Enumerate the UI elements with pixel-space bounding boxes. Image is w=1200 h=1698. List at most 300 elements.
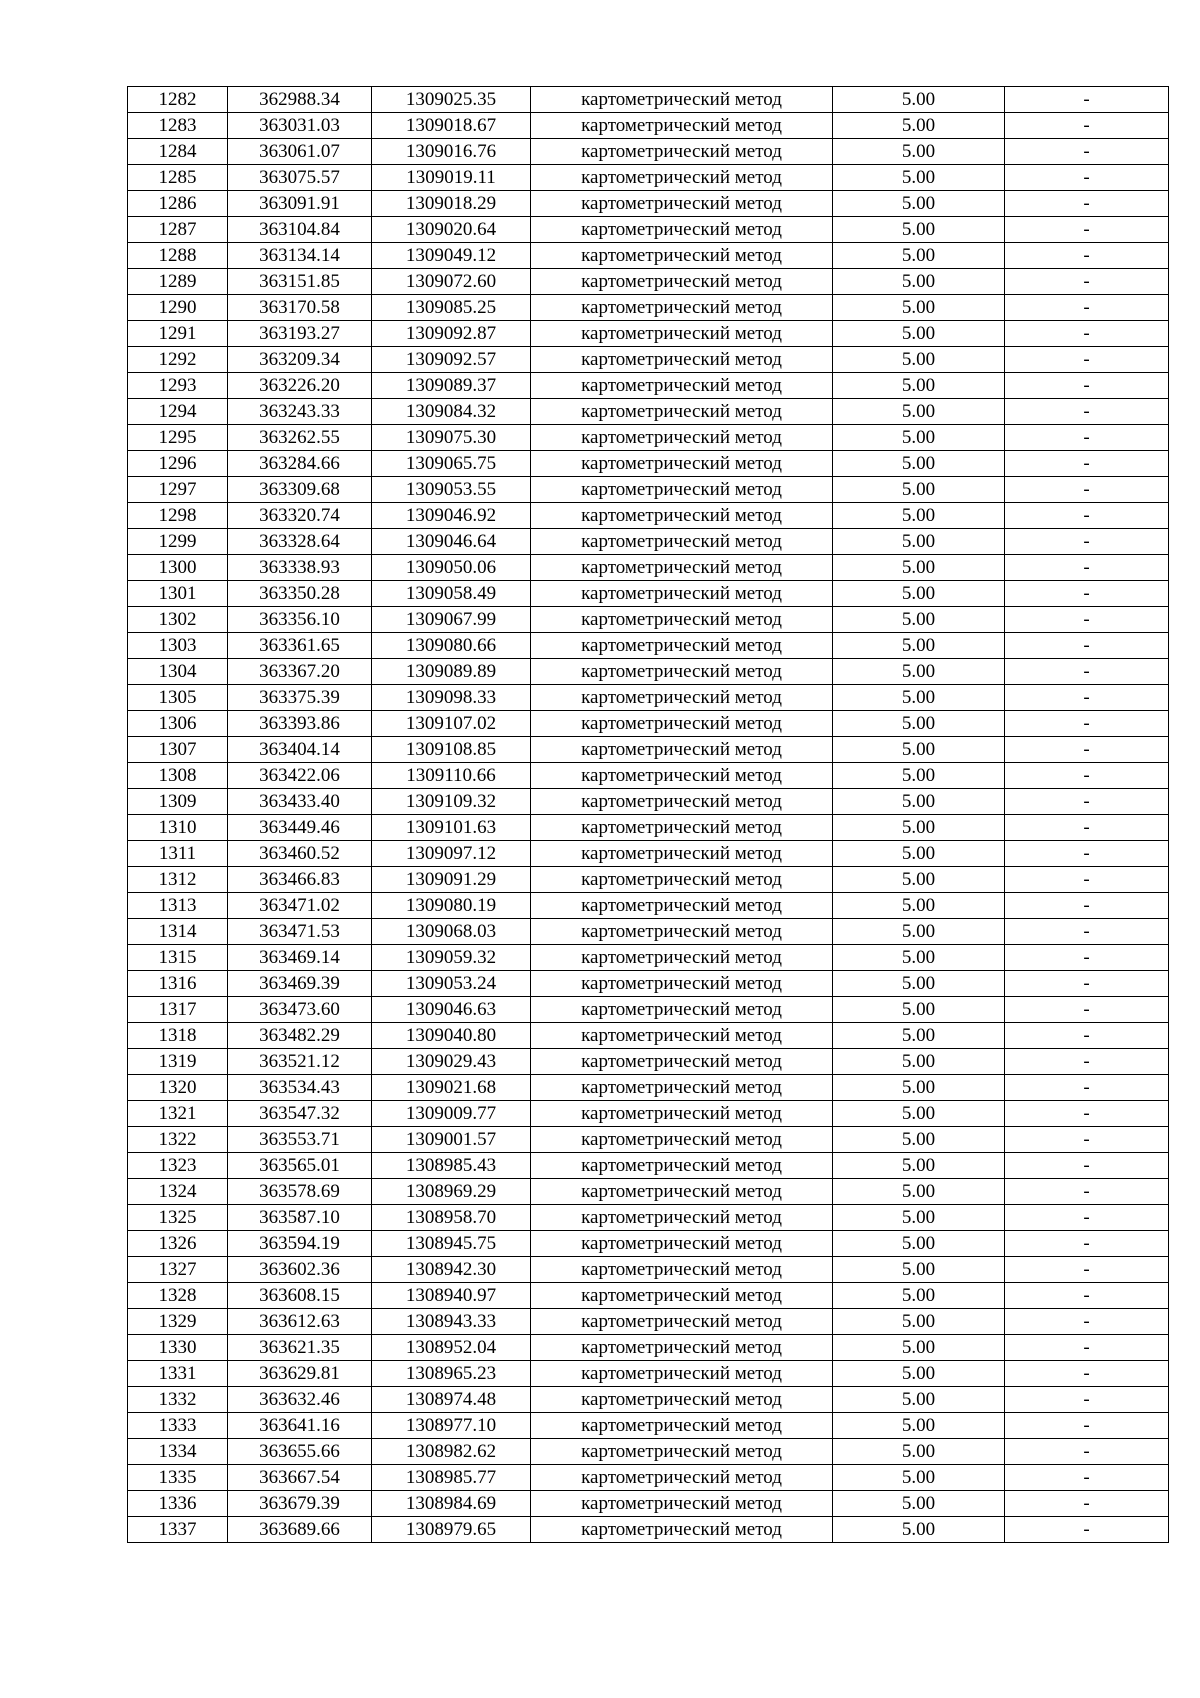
accuracy-cell: 5.00	[833, 1179, 1005, 1205]
method-cell: картометрический метод	[531, 1283, 833, 1309]
x-coordinate-cell: 363361.65	[228, 633, 372, 659]
table-row	[128, 1075, 1169, 1101]
method-cell: картометрический метод	[531, 1179, 833, 1205]
table-row	[128, 1517, 1169, 1543]
table-row	[128, 1101, 1169, 1127]
method-cell: картометрический метод	[531, 269, 833, 295]
y-coordinate-cell: 1308942.30	[372, 1257, 531, 1283]
accuracy-cell: 5.00	[833, 1491, 1005, 1517]
point-number-cell: 1317	[128, 997, 228, 1023]
method-cell: картометрический метод	[531, 295, 833, 321]
accuracy-cell: 5.00	[833, 789, 1005, 815]
y-coordinate-cell: 1309089.89	[372, 659, 531, 685]
table-row	[128, 217, 1169, 243]
point-number-cell: 1286	[128, 191, 228, 217]
accuracy-cell: 5.00	[833, 763, 1005, 789]
table-row	[128, 243, 1169, 269]
x-coordinate-cell: 363587.10	[228, 1205, 372, 1231]
accuracy-cell: 5.00	[833, 269, 1005, 295]
accuracy-cell: 5.00	[833, 451, 1005, 477]
y-coordinate-cell: 1309085.25	[372, 295, 531, 321]
x-coordinate-cell: 363226.20	[228, 373, 372, 399]
accuracy-cell: 5.00	[833, 1153, 1005, 1179]
table-row	[128, 191, 1169, 217]
accuracy-cell: 5.00	[833, 503, 1005, 529]
description-cell: -	[1005, 1179, 1169, 1205]
table-row	[128, 529, 1169, 555]
accuracy-cell: 5.00	[833, 217, 1005, 243]
point-number-cell: 1333	[128, 1413, 228, 1439]
x-coordinate-cell: 363466.83	[228, 867, 372, 893]
accuracy-cell: 5.00	[833, 711, 1005, 737]
table-row	[128, 1283, 1169, 1309]
table-row	[128, 1465, 1169, 1491]
description-cell: -	[1005, 815, 1169, 841]
y-coordinate-cell: 1308979.65	[372, 1517, 531, 1543]
y-coordinate-cell: 1309068.03	[372, 919, 531, 945]
point-number-cell: 1312	[128, 867, 228, 893]
point-number-cell: 1315	[128, 945, 228, 971]
description-cell: -	[1005, 1309, 1169, 1335]
y-coordinate-cell: 1309046.92	[372, 503, 531, 529]
accuracy-cell: 5.00	[833, 477, 1005, 503]
method-cell: картометрический метод	[531, 373, 833, 399]
x-coordinate-cell: 363134.14	[228, 243, 372, 269]
x-coordinate-cell: 362988.34	[228, 87, 372, 113]
x-coordinate-cell: 363262.55	[228, 425, 372, 451]
description-cell: -	[1005, 139, 1169, 165]
method-cell: картометрический метод	[531, 867, 833, 893]
description-cell: -	[1005, 217, 1169, 243]
point-number-cell: 1328	[128, 1283, 228, 1309]
x-coordinate-cell: 363547.32	[228, 1101, 372, 1127]
accuracy-cell: 5.00	[833, 1257, 1005, 1283]
y-coordinate-cell: 1309108.85	[372, 737, 531, 763]
description-cell: -	[1005, 919, 1169, 945]
method-cell: картометрический метод	[531, 1387, 833, 1413]
table-row	[128, 945, 1169, 971]
description-cell: -	[1005, 945, 1169, 971]
method-cell: картометрический метод	[531, 1517, 833, 1543]
x-coordinate-cell: 363473.60	[228, 997, 372, 1023]
table-row	[128, 347, 1169, 373]
accuracy-cell: 5.00	[833, 1439, 1005, 1465]
point-number-cell: 1335	[128, 1465, 228, 1491]
description-cell: -	[1005, 1283, 1169, 1309]
method-cell: картометрический метод	[531, 711, 833, 737]
y-coordinate-cell: 1309098.33	[372, 685, 531, 711]
point-number-cell: 1313	[128, 893, 228, 919]
table-row	[128, 1335, 1169, 1361]
description-cell: -	[1005, 1153, 1169, 1179]
y-coordinate-cell: 1308984.69	[372, 1491, 531, 1517]
y-coordinate-cell: 1309046.64	[372, 529, 531, 555]
point-number-cell: 1284	[128, 139, 228, 165]
method-cell: картометрический метод	[531, 1491, 833, 1517]
accuracy-cell: 5.00	[833, 659, 1005, 685]
table-row	[128, 711, 1169, 737]
table-row	[128, 1387, 1169, 1413]
x-coordinate-cell: 363629.81	[228, 1361, 372, 1387]
description-cell: -	[1005, 191, 1169, 217]
accuracy-cell: 5.00	[833, 997, 1005, 1023]
point-number-cell: 1330	[128, 1335, 228, 1361]
method-cell: картометрический метод	[531, 685, 833, 711]
y-coordinate-cell: 1309021.68	[372, 1075, 531, 1101]
method-cell: картометрический метод	[531, 399, 833, 425]
y-coordinate-cell: 1309001.57	[372, 1127, 531, 1153]
point-number-cell: 1334	[128, 1439, 228, 1465]
x-coordinate-cell: 363104.84	[228, 217, 372, 243]
table-row	[128, 685, 1169, 711]
accuracy-cell: 5.00	[833, 633, 1005, 659]
accuracy-cell: 5.00	[833, 1101, 1005, 1127]
y-coordinate-cell: 1309101.63	[372, 815, 531, 841]
description-cell: -	[1005, 477, 1169, 503]
description-cell: -	[1005, 1465, 1169, 1491]
method-cell: картометрический метод	[531, 633, 833, 659]
method-cell: картометрический метод	[531, 529, 833, 555]
point-number-cell: 1291	[128, 321, 228, 347]
description-cell: -	[1005, 529, 1169, 555]
method-cell: картометрический метод	[531, 737, 833, 763]
accuracy-cell: 5.00	[833, 1283, 1005, 1309]
description-cell: -	[1005, 165, 1169, 191]
table-row	[128, 581, 1169, 607]
table-row	[128, 1179, 1169, 1205]
point-number-cell: 1283	[128, 113, 228, 139]
point-number-cell: 1306	[128, 711, 228, 737]
description-cell: -	[1005, 1491, 1169, 1517]
method-cell: картометрический метод	[531, 217, 833, 243]
point-number-cell: 1294	[128, 399, 228, 425]
table-row	[128, 763, 1169, 789]
method-cell: картометрический метод	[531, 1361, 833, 1387]
point-number-cell: 1337	[128, 1517, 228, 1543]
table-row	[128, 1023, 1169, 1049]
table-row	[128, 867, 1169, 893]
point-number-cell: 1303	[128, 633, 228, 659]
y-coordinate-cell: 1309053.24	[372, 971, 531, 997]
table-row	[128, 295, 1169, 321]
method-cell: картометрический метод	[531, 425, 833, 451]
table-row	[128, 607, 1169, 633]
description-cell: -	[1005, 425, 1169, 451]
description-cell: -	[1005, 1049, 1169, 1075]
description-cell: -	[1005, 1075, 1169, 1101]
accuracy-cell: 5.00	[833, 1205, 1005, 1231]
table-row	[128, 1049, 1169, 1075]
accuracy-cell: 5.00	[833, 1361, 1005, 1387]
y-coordinate-cell: 1309040.80	[372, 1023, 531, 1049]
y-coordinate-cell: 1308965.23	[372, 1361, 531, 1387]
x-coordinate-cell: 363655.66	[228, 1439, 372, 1465]
accuracy-cell: 5.00	[833, 1075, 1005, 1101]
description-cell: -	[1005, 1387, 1169, 1413]
accuracy-cell: 5.00	[833, 737, 1005, 763]
description-cell: -	[1005, 763, 1169, 789]
description-cell: -	[1005, 1101, 1169, 1127]
y-coordinate-cell: 1309109.32	[372, 789, 531, 815]
y-coordinate-cell: 1309050.06	[372, 555, 531, 581]
description-cell: -	[1005, 1231, 1169, 1257]
x-coordinate-cell: 363193.27	[228, 321, 372, 347]
point-number-cell: 1289	[128, 269, 228, 295]
table-row	[128, 1231, 1169, 1257]
accuracy-cell: 5.00	[833, 87, 1005, 113]
accuracy-cell: 5.00	[833, 1309, 1005, 1335]
description-cell: -	[1005, 321, 1169, 347]
point-number-cell: 1293	[128, 373, 228, 399]
y-coordinate-cell: 1308982.62	[372, 1439, 531, 1465]
point-number-cell: 1331	[128, 1361, 228, 1387]
y-coordinate-cell: 1309046.63	[372, 997, 531, 1023]
y-coordinate-cell: 1309058.49	[372, 581, 531, 607]
description-cell: -	[1005, 1205, 1169, 1231]
accuracy-cell: 5.00	[833, 841, 1005, 867]
description-cell: -	[1005, 269, 1169, 295]
method-cell: картометрический метод	[531, 1153, 833, 1179]
accuracy-cell: 5.00	[833, 1127, 1005, 1153]
description-cell: -	[1005, 555, 1169, 581]
accuracy-cell: 5.00	[833, 321, 1005, 347]
x-coordinate-cell: 363449.46	[228, 815, 372, 841]
x-coordinate-cell: 363689.66	[228, 1517, 372, 1543]
description-cell: -	[1005, 1439, 1169, 1465]
x-coordinate-cell: 363521.12	[228, 1049, 372, 1075]
method-cell: картометрический метод	[531, 555, 833, 581]
description-cell: -	[1005, 87, 1169, 113]
y-coordinate-cell: 1308974.48	[372, 1387, 531, 1413]
method-cell: картометрический метод	[531, 607, 833, 633]
description-cell: -	[1005, 1023, 1169, 1049]
table-row	[128, 815, 1169, 841]
x-coordinate-cell: 363621.35	[228, 1335, 372, 1361]
description-cell: -	[1005, 997, 1169, 1023]
coordinates-table	[127, 86, 1169, 1543]
x-coordinate-cell: 363284.66	[228, 451, 372, 477]
method-cell: картометрический метод	[531, 581, 833, 607]
x-coordinate-cell: 363422.06	[228, 763, 372, 789]
table-row	[128, 997, 1169, 1023]
y-coordinate-cell: 1309080.66	[372, 633, 531, 659]
x-coordinate-cell: 363061.07	[228, 139, 372, 165]
point-number-cell: 1298	[128, 503, 228, 529]
method-cell: картометрический метод	[531, 1127, 833, 1153]
description-cell: -	[1005, 451, 1169, 477]
x-coordinate-cell: 363534.43	[228, 1075, 372, 1101]
accuracy-cell: 5.00	[833, 1023, 1005, 1049]
table-row	[128, 1439, 1169, 1465]
accuracy-cell: 5.00	[833, 1517, 1005, 1543]
point-number-cell: 1319	[128, 1049, 228, 1075]
point-number-cell: 1316	[128, 971, 228, 997]
table-row	[128, 1127, 1169, 1153]
table-row	[128, 1153, 1169, 1179]
y-coordinate-cell: 1308943.33	[372, 1309, 531, 1335]
description-cell: -	[1005, 503, 1169, 529]
point-number-cell: 1327	[128, 1257, 228, 1283]
method-cell: картометрический метод	[531, 945, 833, 971]
table-row	[128, 373, 1169, 399]
x-coordinate-cell: 363375.39	[228, 685, 372, 711]
method-cell: картометрический метод	[531, 243, 833, 269]
method-cell: картометрический метод	[531, 971, 833, 997]
x-coordinate-cell: 363469.39	[228, 971, 372, 997]
y-coordinate-cell: 1308958.70	[372, 1205, 531, 1231]
x-coordinate-cell: 363482.29	[228, 1023, 372, 1049]
description-cell: -	[1005, 685, 1169, 711]
method-cell: картометрический метод	[531, 1413, 833, 1439]
x-coordinate-cell: 363602.36	[228, 1257, 372, 1283]
y-coordinate-cell: 1309107.02	[372, 711, 531, 737]
y-coordinate-cell: 1309067.99	[372, 607, 531, 633]
table-row	[128, 269, 1169, 295]
accuracy-cell: 5.00	[833, 971, 1005, 997]
method-cell: картометрический метод	[531, 451, 833, 477]
y-coordinate-cell: 1309097.12	[372, 841, 531, 867]
method-cell: картометрический метод	[531, 165, 833, 191]
x-coordinate-cell: 363151.85	[228, 269, 372, 295]
method-cell: картометрический метод	[531, 139, 833, 165]
description-cell: -	[1005, 347, 1169, 373]
method-cell: картометрический метод	[531, 1309, 833, 1335]
point-number-cell: 1296	[128, 451, 228, 477]
point-number-cell: 1305	[128, 685, 228, 711]
table-row	[128, 737, 1169, 763]
x-coordinate-cell: 363433.40	[228, 789, 372, 815]
accuracy-cell: 5.00	[833, 919, 1005, 945]
y-coordinate-cell: 1309059.32	[372, 945, 531, 971]
table-row	[128, 633, 1169, 659]
accuracy-cell: 5.00	[833, 555, 1005, 581]
y-coordinate-cell: 1308985.43	[372, 1153, 531, 1179]
x-coordinate-cell: 363170.58	[228, 295, 372, 321]
x-coordinate-cell: 363667.54	[228, 1465, 372, 1491]
point-number-cell: 1310	[128, 815, 228, 841]
description-cell: -	[1005, 243, 1169, 269]
description-cell: -	[1005, 1413, 1169, 1439]
table-row	[128, 165, 1169, 191]
x-coordinate-cell: 363367.20	[228, 659, 372, 685]
x-coordinate-cell: 363471.53	[228, 919, 372, 945]
accuracy-cell: 5.00	[833, 607, 1005, 633]
y-coordinate-cell: 1309092.87	[372, 321, 531, 347]
accuracy-cell: 5.00	[833, 191, 1005, 217]
accuracy-cell: 5.00	[833, 867, 1005, 893]
y-coordinate-cell: 1309016.76	[372, 139, 531, 165]
y-coordinate-cell: 1309091.29	[372, 867, 531, 893]
x-coordinate-cell: 363632.46	[228, 1387, 372, 1413]
point-number-cell: 1322	[128, 1127, 228, 1153]
point-number-cell: 1320	[128, 1075, 228, 1101]
method-cell: картометрический метод	[531, 1439, 833, 1465]
coordinates-table-body	[128, 87, 1169, 1543]
accuracy-cell: 5.00	[833, 1413, 1005, 1439]
table-row	[128, 503, 1169, 529]
y-coordinate-cell: 1308969.29	[372, 1179, 531, 1205]
method-cell: картометрический метод	[531, 763, 833, 789]
method-cell: картометрический метод	[531, 503, 833, 529]
point-number-cell: 1323	[128, 1153, 228, 1179]
x-coordinate-cell: 363075.57	[228, 165, 372, 191]
x-coordinate-cell: 363091.91	[228, 191, 372, 217]
y-coordinate-cell: 1309089.37	[372, 373, 531, 399]
y-coordinate-cell: 1309020.64	[372, 217, 531, 243]
table-row	[128, 659, 1169, 685]
accuracy-cell: 5.00	[833, 685, 1005, 711]
x-coordinate-cell: 363309.68	[228, 477, 372, 503]
point-number-cell: 1299	[128, 529, 228, 555]
point-number-cell: 1314	[128, 919, 228, 945]
point-number-cell: 1300	[128, 555, 228, 581]
y-coordinate-cell: 1309018.67	[372, 113, 531, 139]
method-cell: картометрический метод	[531, 815, 833, 841]
table-row	[128, 1361, 1169, 1387]
method-cell: картометрический метод	[531, 1465, 833, 1491]
point-number-cell: 1336	[128, 1491, 228, 1517]
accuracy-cell: 5.00	[833, 295, 1005, 321]
accuracy-cell: 5.00	[833, 347, 1005, 373]
method-cell: картометрический метод	[531, 113, 833, 139]
method-cell: картометрический метод	[531, 321, 833, 347]
accuracy-cell: 5.00	[833, 243, 1005, 269]
description-cell: -	[1005, 295, 1169, 321]
description-cell: -	[1005, 841, 1169, 867]
accuracy-cell: 5.00	[833, 1231, 1005, 1257]
description-cell: -	[1005, 1257, 1169, 1283]
accuracy-cell: 5.00	[833, 139, 1005, 165]
accuracy-cell: 5.00	[833, 529, 1005, 555]
table-row	[128, 1413, 1169, 1439]
accuracy-cell: 5.00	[833, 581, 1005, 607]
point-number-cell: 1332	[128, 1387, 228, 1413]
y-coordinate-cell: 1308985.77	[372, 1465, 531, 1491]
accuracy-cell: 5.00	[833, 399, 1005, 425]
y-coordinate-cell: 1309019.11	[372, 165, 531, 191]
description-cell: -	[1005, 113, 1169, 139]
method-cell: картометрический метод	[531, 1231, 833, 1257]
description-cell: -	[1005, 867, 1169, 893]
point-number-cell: 1287	[128, 217, 228, 243]
method-cell: картометрический метод	[531, 893, 833, 919]
y-coordinate-cell: 1309075.30	[372, 425, 531, 451]
method-cell: картометрический метод	[531, 191, 833, 217]
point-number-cell: 1326	[128, 1231, 228, 1257]
y-coordinate-cell: 1308940.97	[372, 1283, 531, 1309]
accuracy-cell: 5.00	[833, 373, 1005, 399]
x-coordinate-cell: 363578.69	[228, 1179, 372, 1205]
table-row	[128, 1309, 1169, 1335]
method-cell: картометрический метод	[531, 1049, 833, 1075]
method-cell: картометрический метод	[531, 789, 833, 815]
description-cell: -	[1005, 737, 1169, 763]
accuracy-cell: 5.00	[833, 815, 1005, 841]
table-row	[128, 113, 1169, 139]
y-coordinate-cell: 1309009.77	[372, 1101, 531, 1127]
accuracy-cell: 5.00	[833, 1049, 1005, 1075]
x-coordinate-cell: 363553.71	[228, 1127, 372, 1153]
x-coordinate-cell: 363594.19	[228, 1231, 372, 1257]
table-row	[128, 1491, 1169, 1517]
method-cell: картометрический метод	[531, 659, 833, 685]
accuracy-cell: 5.00	[833, 113, 1005, 139]
x-coordinate-cell: 363031.03	[228, 113, 372, 139]
table-row	[128, 87, 1169, 113]
accuracy-cell: 5.00	[833, 1465, 1005, 1491]
table-row	[128, 919, 1169, 945]
accuracy-cell: 5.00	[833, 893, 1005, 919]
